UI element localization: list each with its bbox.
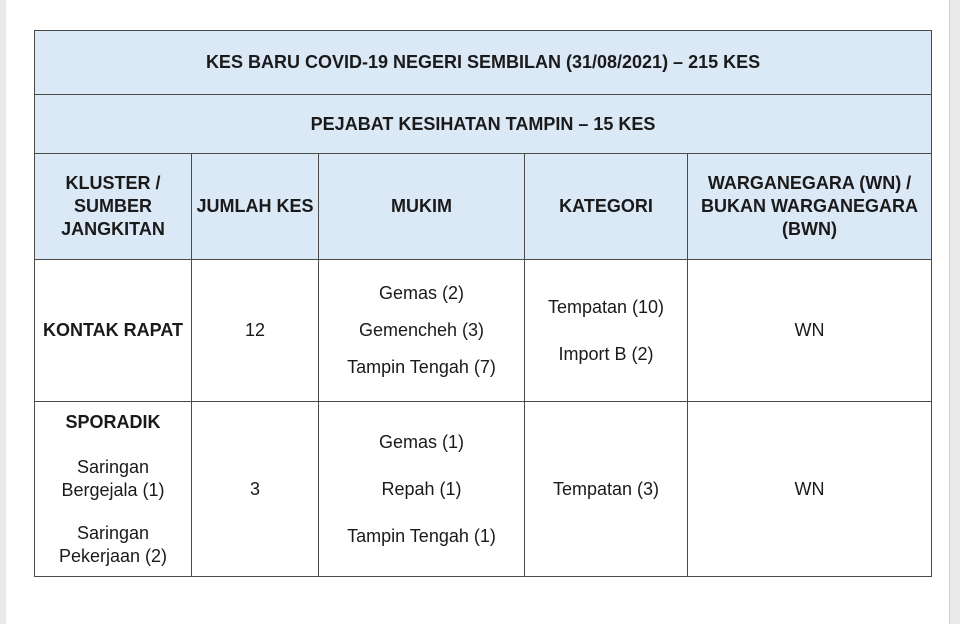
row-kategori	[525, 260, 688, 402]
page-left-edge	[0, 0, 6, 624]
header-kategori: KATEGORI	[525, 154, 688, 260]
table-subtitle: PEJABAT KESIHATAN TAMPIN – 15 KES	[35, 95, 932, 154]
row-kategori: Tempatan (3)	[525, 402, 688, 577]
mukim-item: Repah (1)	[381, 478, 462, 499]
table-title: KES BARU COVID-19 NEGERI SEMBILAN (31/08/2021) – 215 KES	[35, 31, 932, 95]
header-row	[35, 154, 932, 260]
row-mukim	[319, 402, 525, 577]
page-top-margin	[0, 0, 960, 30]
kategori-item: Tempatan (10)	[547, 296, 665, 317]
mukim-item: Tampin Tengah (7)	[347, 357, 496, 377]
kluster-item: Saringan Pekerjaan (2)	[58, 522, 168, 566]
kluster-title: SPORADIK	[65, 411, 161, 432]
kategori-item: Import B (2)	[558, 343, 654, 364]
covid-cases-table	[34, 30, 932, 577]
row-wn: WN	[688, 260, 932, 402]
row-mukim	[319, 260, 525, 402]
row-jumlah: 12	[192, 260, 319, 402]
row-kluster: KONTAK RAPAT	[35, 260, 192, 402]
subtitle-row	[35, 95, 932, 154]
mukim-item: Gemas (1)	[378, 431, 465, 452]
row-wn: WN	[688, 402, 932, 577]
title-row	[35, 31, 932, 95]
mukim-item: Tampin Tengah (1)	[347, 525, 496, 546]
page-right-edge	[949, 0, 960, 624]
row-kluster	[35, 402, 192, 577]
header-jumlah: JUMLAH KES	[192, 154, 319, 260]
mukim-item: Gemas (2)	[378, 283, 465, 303]
header-kluster: KLUSTER / SUMBER JANGKITAN	[35, 154, 192, 260]
kluster-item: Saringan Bergejala (1)	[61, 456, 165, 500]
header-mukim: MUKIM	[319, 154, 525, 260]
mukim-item: Gemencheh (3)	[358, 320, 485, 340]
table-row	[35, 402, 932, 577]
row-jumlah: 3	[192, 402, 319, 577]
header-warganegara: WARGANEGARA (WN) / BUKAN WARGANEGARA (BWN)	[688, 154, 932, 260]
table-row	[35, 260, 932, 402]
